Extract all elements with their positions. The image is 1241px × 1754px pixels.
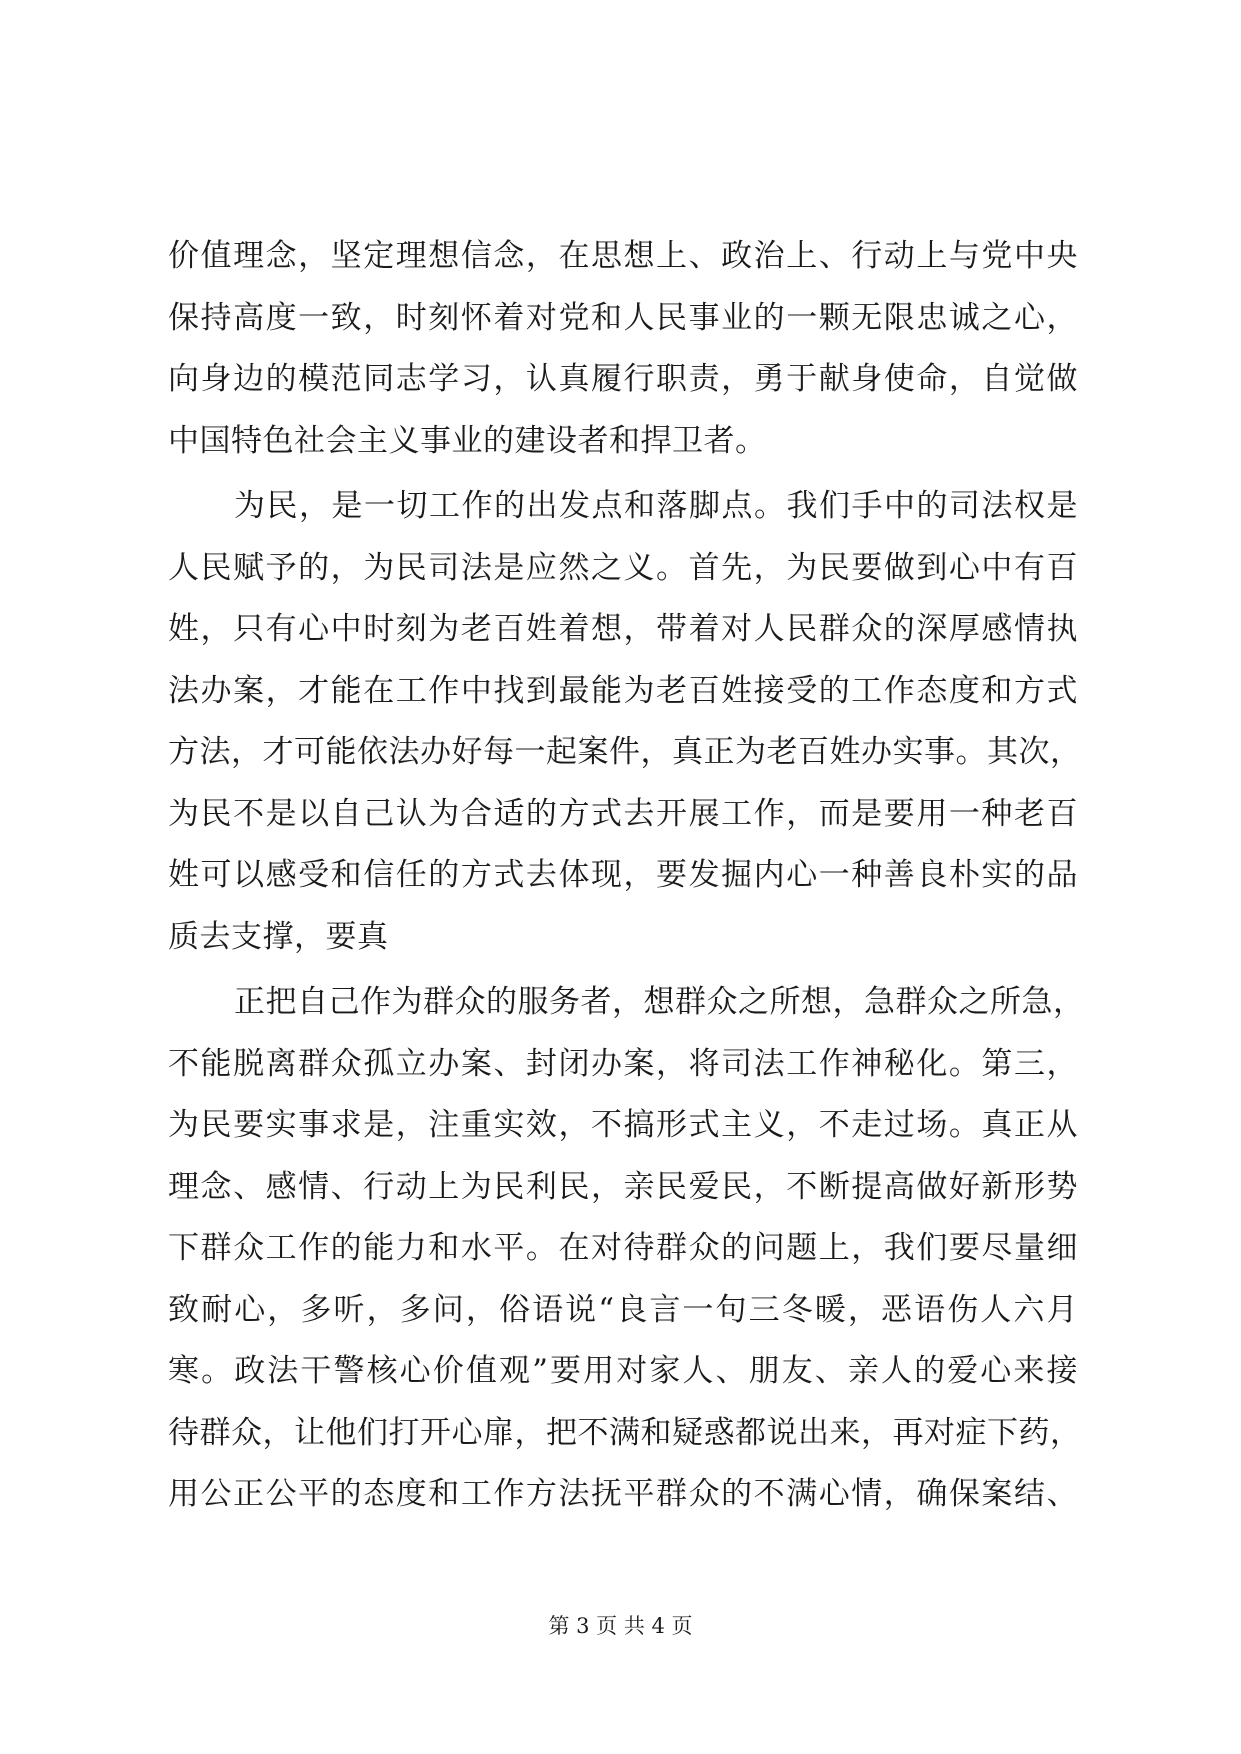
text-line: 中国特色社会主义事业的建设者和捍卫者。 bbox=[168, 422, 767, 459]
paragraph-3 bbox=[168, 972, 1085, 1526]
text-line: 用公正公平的态度和工作方法抚平群众的不满心情，确保案结、 bbox=[168, 1476, 1078, 1512]
text-line: 为民不是以自己认为合适的方式去开展工作，而是要用一种老百 bbox=[168, 795, 1078, 832]
text-line: 下群众工作的能力和水平。在对待群众的问题上，我们要尽量细 bbox=[168, 1230, 1078, 1266]
paragraph-2 bbox=[168, 476, 1082, 968]
text-line: 姓，只有心中时刻为老百姓着想，带着对人民群众的深厚感情执 bbox=[168, 611, 1078, 647]
page-number-footer: 第 3 页 共 4 页 bbox=[548, 1614, 693, 1638]
text-line: 正把自己作为群众的服务者，想群众之所想，急群众之所急， bbox=[234, 984, 1085, 1020]
text-line: 质去支撑，要真 bbox=[168, 918, 389, 955]
paragraph-1 bbox=[168, 226, 1078, 472]
text-line: 致耐心，多听，多问，俗语说“良言一句三冬暖，恶语伤人六月 bbox=[168, 1291, 1078, 1328]
text-line: 姓可以感受和信任的方式去体现，要发掘内心一种善良朴实的品 bbox=[168, 857, 1078, 893]
text-line: 法办案，才能在工作中找到最能为老百姓接受的工作态度和方式 bbox=[168, 672, 1078, 709]
text-line: 为民要实事求是，注重实效，不搞形式主义，不走过场。真正从 bbox=[168, 1107, 1078, 1143]
body-text bbox=[168, 226, 1085, 1526]
text-line: 理念、感情、行动上为民利民，亲民爱民，不断提高做好新形势 bbox=[168, 1168, 1078, 1205]
text-line: 人民赋予的，为民司法是应然之义。首先，为民要做到心中有百 bbox=[168, 549, 1078, 586]
text-line: 待群众，让他们打开心扉，把不满和疑惑都说出来，再对症下药， bbox=[168, 1414, 1082, 1451]
text-line: 寒。政法干警核心价值观”要用对家人、朋友、亲人的爱心来接 bbox=[168, 1353, 1078, 1389]
text-line: 向身边的模范同志学习，认真履行职责，勇于献身使命，自觉做 bbox=[168, 361, 1078, 397]
text-line: 不能脱离群众孤立办案、封闭办案，将司法工作神秘化。第三， bbox=[168, 1045, 1078, 1082]
text-line: 保持高度一致，时刻怀着对党和人民事业的一颗无限忠诚之心， bbox=[168, 299, 1078, 336]
text-line: 为民，是一切工作的出发点和落脚点。我们手中的司法权是 bbox=[234, 488, 1078, 524]
text-line: 价值理念，坚定理想信念，在思想上、政治上、行动上与党中央 bbox=[168, 238, 1078, 274]
text-line: 方法，才可能依法办好每一起案件，真正为老百姓办实事。其次， bbox=[168, 734, 1082, 770]
